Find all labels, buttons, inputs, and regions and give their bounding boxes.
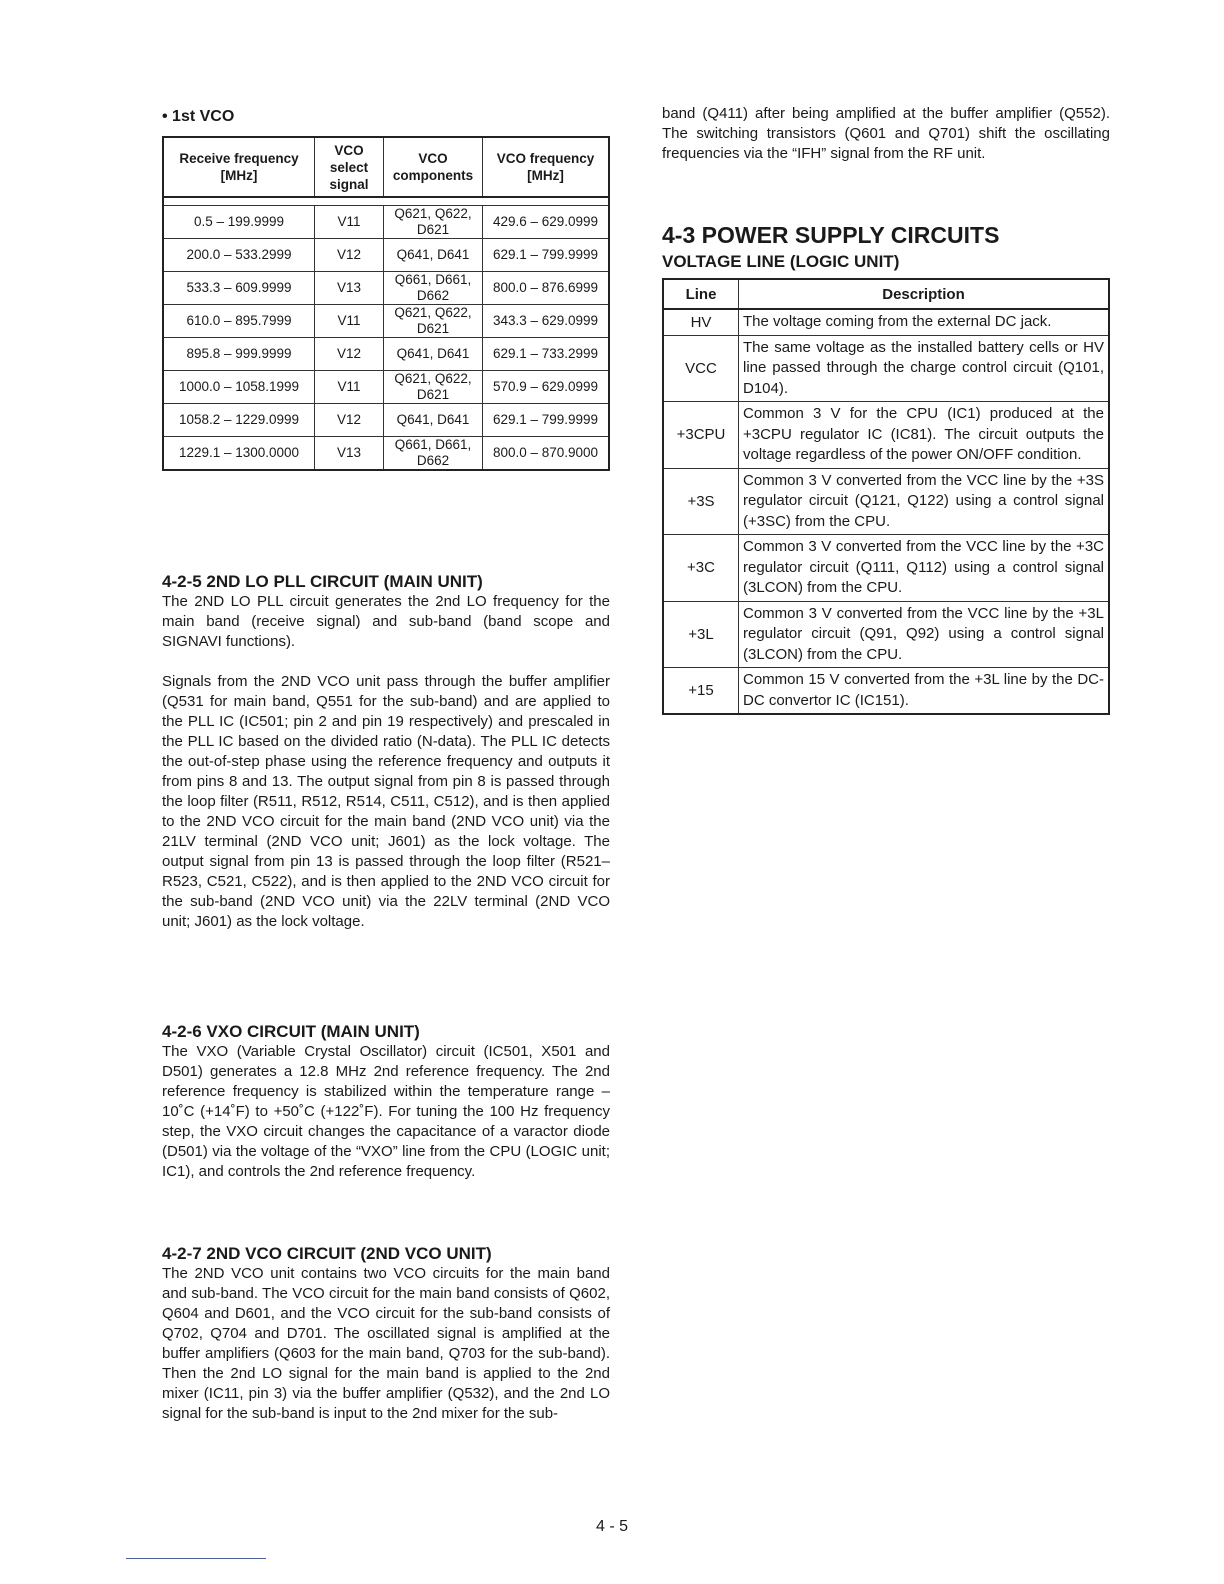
- table-cell: Q641, D641: [384, 238, 483, 271]
- table-row: [663, 402, 1109, 469]
- table-cell: Q661, D661, D662: [384, 271, 483, 304]
- table-cell: Q621, Q622, D621: [384, 304, 483, 337]
- table-row: [663, 601, 1109, 668]
- table-cell: 610.0 – 895.7999: [163, 304, 315, 337]
- table-cell: 1000.0 – 1058.1999: [163, 370, 315, 403]
- voltage-header-description: Description: [739, 279, 1110, 309]
- voltage-table-header-row: [663, 279, 1109, 309]
- section-2nd-vco-circuit: [162, 1244, 610, 1424]
- table-row: [163, 271, 609, 304]
- table-cell: Q641, D641: [384, 337, 483, 370]
- table-row: [163, 370, 609, 403]
- section-heading: 4-2-6 VXO CIRCUIT (MAIN UNIT): [162, 1022, 420, 1041]
- table-cell: 533.3 – 609.9999: [163, 271, 315, 304]
- table-row: [163, 238, 609, 271]
- vco-header-select-signal: VCO select signal: [315, 137, 384, 197]
- table-cell: 629.1 – 799.9999: [483, 403, 610, 436]
- table-cell: 1058.2 – 1229.0999: [163, 403, 315, 436]
- table-cell: 895.8 – 999.9999: [163, 337, 315, 370]
- table-cell: V11: [315, 370, 384, 403]
- voltage-line-heading: VOLTAGE LINE (LOGIC UNIT): [662, 252, 900, 271]
- paragraph: Signals from the 2ND VCO unit pass through the buffer amplifier (Q531 for main band, Q551 for the sub-band) and are applied to the PLL IC (IC501; pin 2 and pin 19 respectively) and prescaled in the PLL IC based on the divided ratio (N-data). The PLL IC detects the out-of-step phase using the reference frequency and outputs it from pins 8 and 13. The output signal from pin 8 is passed through the loop filter (R511, R512, R514, C511, C512), and is then applied to the 2ND VCO circuit for the main band (2ND VCO unit) via the 21LV terminal (2ND VCO unit; J601) as the lock voltage. The output signal from pin 13 is passed through the loop filter (R521–R523, C521, C522), and is then applied to the 2ND VCO circuit for the sub-band (2ND VCO unit) via the 22LV terminal (2ND VCO unit; J601) as the lock voltage.: [162, 673, 610, 930]
- voltage-line-description: The same voltage as the installed battery cells or HV line passed through the charge control circuit (Q101, D104).: [739, 335, 1110, 402]
- table-row: [163, 304, 609, 337]
- section-heading-power-supply: 4-3 POWER SUPPLY CIRCUITS: [662, 222, 1000, 248]
- table-cell: Q661, D661, D662: [384, 436, 483, 470]
- table-row: [163, 205, 609, 238]
- table-cell: 629.1 – 733.2999: [483, 337, 610, 370]
- paragraph: The VXO (Variable Crystal Oscillator) circuit (IC501, X501 and D501) generates a 12.8 MHz 2nd reference frequency. The 2nd reference frequency is stabilized within the temperature range –10˚C (+14˚F) to +50˚C (+122˚F). For tuning the 100 Hz frequency step, the VXO circuit changes the capacitance of a varactor diode (D501) via the voltage of the “VXO” line from the CPU (LOGIC unit; IC1), and controls the 2nd reference frequency.: [162, 1043, 610, 1180]
- voltage-line-name: +3C: [663, 535, 739, 602]
- voltage-line-name: +3L: [663, 601, 739, 668]
- table-cell: 343.3 – 629.0999: [483, 304, 610, 337]
- table-row: [663, 668, 1109, 715]
- table-cell: 1229.1 – 1300.0000: [163, 436, 315, 470]
- voltage-line-description: The voltage coming from the external DC jack.: [739, 309, 1110, 335]
- voltage-line-name: +15: [663, 668, 739, 715]
- table-cell: V11: [315, 304, 384, 337]
- vco-table-gap: [163, 197, 609, 205]
- vco-table: [162, 136, 610, 471]
- table-row: [163, 436, 609, 470]
- paragraph: The 2ND VCO unit contains two VCO circuits for the main band and sub-band. The VCO circuit for the main band consists of Q602, Q604 and D601, and the VCO circuit for the sub-band consists of Q702, Q704 and D701. The oscillated signal is amplified at the buffer amplifiers (Q603 for the main band, Q703 for the sub-band). Then the 2nd LO signal for the main band is applied to the 2nd mixer (IC11, pin 3) via the buffer amplifier (Q532), and the 2nd LO signal for the sub-band is input to the 2nd mixer for the sub-: [162, 1265, 610, 1422]
- table-row: [663, 335, 1109, 402]
- paragraph: The 2ND LO PLL circuit generates the 2nd LO frequency for the main band (receive signal) and sub-band (band scope and SIGNAVI functions).: [162, 593, 610, 650]
- table-cell: 570.9 – 629.0999: [483, 370, 610, 403]
- voltage-line-description: Common 3 V converted from the VCC line by the +3L regulator circuit (Q91, Q92) using a control signal (3LCON) from the CPU.: [739, 601, 1110, 668]
- table-cell: V12: [315, 238, 384, 271]
- table-cell: Q621, Q622, D621: [384, 205, 483, 238]
- voltage-line-name: +3S: [663, 468, 739, 535]
- table-row: [663, 309, 1109, 335]
- voltage-line-description: Common 3 V for the CPU (IC1) produced at the +3CPU regulator IC (IC81). The circuit outputs the voltage regardless of the power ON/OFF condition.: [739, 402, 1110, 469]
- table-cell: V12: [315, 337, 384, 370]
- table-cell: V13: [315, 436, 384, 470]
- table-row: [163, 403, 609, 436]
- vco-header-frequency: VCO frequency [MHz]: [483, 137, 610, 197]
- table-cell: V12: [315, 403, 384, 436]
- voltage-line-description: Common 15 V converted from the +3L line by the DC-DC convertor IC (IC151).: [739, 668, 1110, 715]
- table-cell: 629.1 – 799.9999: [483, 238, 610, 271]
- voltage-line-name: HV: [663, 309, 739, 335]
- section-vxo-circuit: [162, 1022, 610, 1182]
- voltage-line-description: Common 3 V converted from the VCC line by the +3S regulator circuit (Q121, Q122) using a control signal (+3SC) from the CPU.: [739, 468, 1110, 535]
- table-cell: 0.5 – 199.9999: [163, 205, 315, 238]
- vco-header-components: VCO components: [384, 137, 483, 197]
- section-heading: 4-2-7 2ND VCO CIRCUIT (2ND VCO UNIT): [162, 1244, 492, 1263]
- table-row: [163, 337, 609, 370]
- vco-table-header-row: [163, 137, 609, 197]
- table-cell: 429.6 – 629.0999: [483, 205, 610, 238]
- vco-header-receive-frequency: Receive frequency [MHz]: [163, 137, 315, 197]
- voltage-line-table: [662, 278, 1110, 715]
- vco-table-title: • 1st VCO: [162, 108, 235, 125]
- voltage-header-line: Line: [663, 279, 739, 309]
- table-cell: Q621, Q622, D621: [384, 370, 483, 403]
- voltage-line-description: Common 3 V converted from the VCC line by the +3C regulator circuit (Q111, Q112) using a control signal (3LCON) from the CPU.: [739, 535, 1110, 602]
- table-cell: 200.0 – 533.2999: [163, 238, 315, 271]
- table-row: [663, 468, 1109, 535]
- voltage-line-name: VCC: [663, 335, 739, 402]
- footer-rule: [126, 1558, 266, 1559]
- table-cell: V11: [315, 205, 384, 238]
- section-heading: 4-2-5 2ND LO PLL CIRCUIT (MAIN UNIT): [162, 572, 483, 591]
- voltage-line-name: +3CPU: [663, 402, 739, 469]
- table-cell: V13: [315, 271, 384, 304]
- table-cell: 800.0 – 870.9000: [483, 436, 610, 470]
- page-number: 4 - 5: [595, 1518, 628, 1535]
- section-2nd-lo-pll: [162, 572, 610, 932]
- table-row: [663, 535, 1109, 602]
- table-cell: 800.0 – 876.6999: [483, 271, 610, 304]
- continuation-paragraph: band (Q411) after being amplified at the buffer amplifier (Q552). The switching transistors (Q601 and Q701) shift the oscillating frequencies via the “IFH” signal from the RF unit.: [662, 105, 1110, 162]
- table-cell: Q641, D641: [384, 403, 483, 436]
